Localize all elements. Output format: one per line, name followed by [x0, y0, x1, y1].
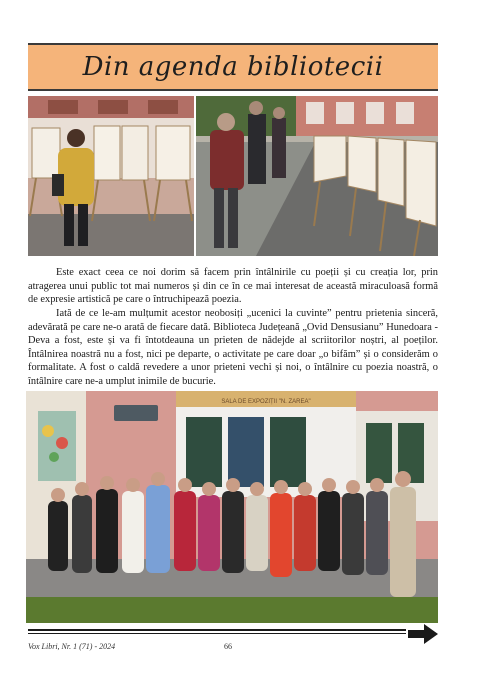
photo-sign-text: SALA DE EXPOZIȚII "N. ZAREA": [221, 399, 311, 405]
page-title: Din agenda bibliotecii: [82, 52, 384, 82]
photo-group: [26, 391, 438, 623]
page-number: 66: [224, 642, 232, 651]
article-paragraph-2: Iată de ce le-am mulțumit acestor neobosiți „ucenici la cuvinte” pentru prietenia sinceră, adevărată pe care ne-o arată de fiecare dată. Biblioteca Județeană „Ovid Densusianu” Hunedoara - Deva a fost, este și va fi întotdeauna un prieten de nădejde al scriitorilor noștri, al poeților. Întâlnirea noastră nu a fost, nici pe departe, o activitate pe care doar „o bifăm” și o considerăm o formalitate. A fost o caldă revedere a unor prieteni vechi și noi, o întâlnire cu poezia noastră, o întâlnire care ne-a umplut inimile de bucurie.: [28, 308, 438, 387]
photo-exhibition-visitor: [28, 96, 194, 256]
article-paragraph-1: Este exact ceea ce noi dorim să facem prin întâlnirile cu poeții și cu creația lor, prin atragerea unui public tot mai numeros și din ce în ce mai interesat de această miraculoasă formă de expresie artistică pe care o întruchipează poezia.: [28, 267, 438, 305]
header-banner: [28, 43, 438, 91]
footer-publication: Vox Libri, Nr. 1 (71) - 2024: [28, 642, 116, 651]
next-arrow-icon[interactable]: [408, 624, 438, 644]
footer-rule: [28, 629, 406, 631]
footer-rule-thin: [28, 633, 406, 634]
photo-outdoor-exhibition: [196, 96, 438, 256]
